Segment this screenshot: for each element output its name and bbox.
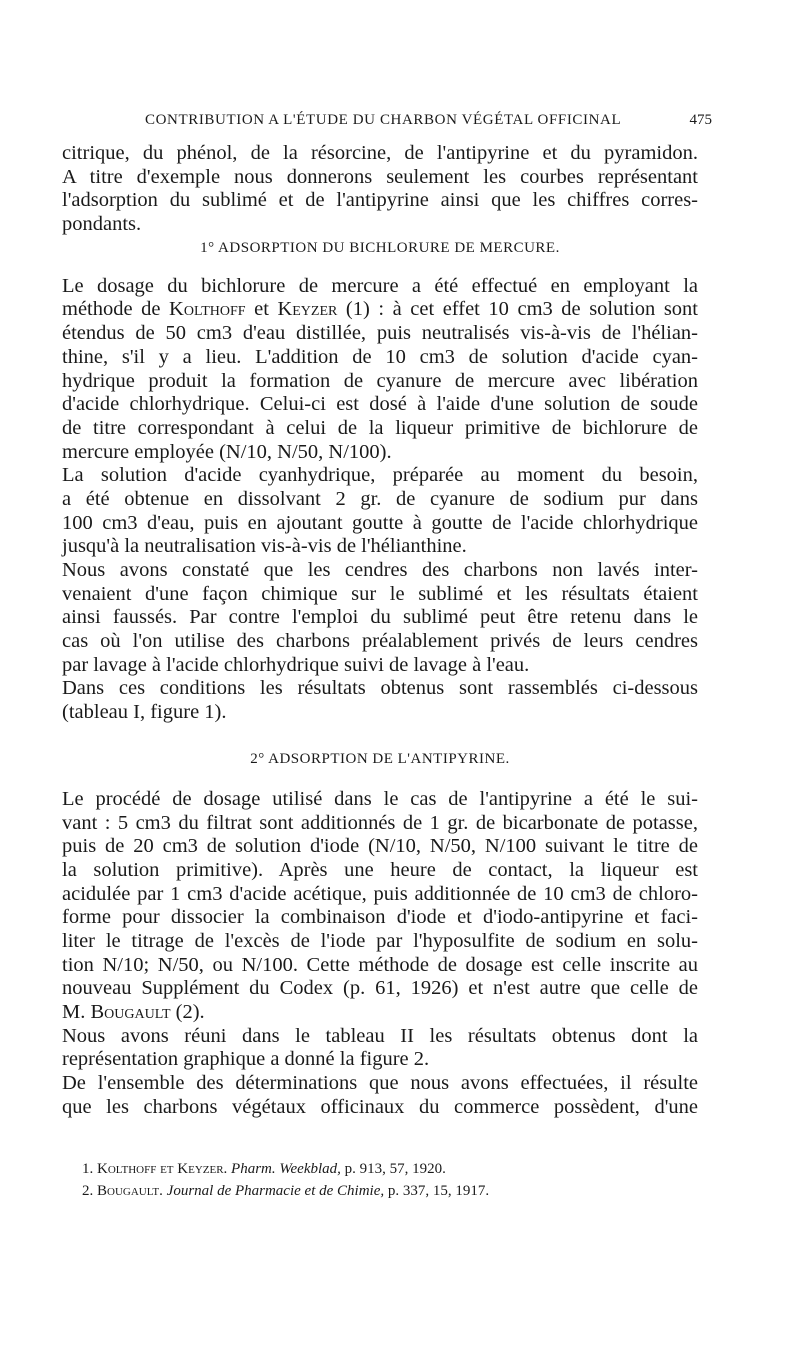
text-line: pondants.: [62, 213, 142, 236]
text-line: (tableau I, figure 1).: [62, 701, 227, 724]
page-number: 475: [689, 112, 712, 128]
footnote-ref: (2).: [175, 1001, 205, 1023]
text-line: tion N/10; N/50, ou N/100. Cette méthode de dosage est celle inscrite au: [62, 953, 698, 976]
paragraph: [62, 1072, 698, 1119]
text-line: cas où l'on utilise des charbons préalablement privés de leurs cendres: [62, 630, 698, 653]
footnote-ref: (1): [345, 298, 370, 321]
text-line: Nous avons réuni dans le tableau II les résultats obtenus dont la: [62, 1024, 698, 1047]
text-line: puis de 20 cm3 de solution d'iode (N/10, N/50, N/100 suivant le titre de: [62, 835, 698, 858]
text-line: 100 cm3 d'eau, puis en ajoutant goutte à goutte de l'acide chlorhydrique: [62, 511, 698, 534]
paragraph: [62, 275, 698, 465]
text-line: que les charbons végétaux officinaux du commerce possèdent, d'une: [62, 1095, 698, 1118]
paragraph: [62, 559, 698, 677]
footnote: [82, 1158, 682, 1180]
text-line: A titre d'exemple nous donnerons seulement les courbes représentant: [62, 165, 698, 188]
section-heading-2: 2° ADSORPTION DE L'ANTIPYRINE.: [250, 750, 510, 767]
footnote-number: 1.: [82, 1161, 94, 1177]
text-line: étendus de 50 cm3 d'eau distillée, puis neutralisés vis-à-vis de l'hélian-: [62, 322, 698, 345]
text-line: [62, 298, 698, 322]
author-name: Kolthoff: [169, 298, 246, 321]
running-header: [145, 112, 712, 129]
text-line: La solution d'acide cyanhydrique, préparée au moment du besoin,: [62, 464, 698, 487]
text-line: Le procédé de dosage utilisé dans le cas de l'antipyrine a été le sui-: [62, 787, 698, 810]
text-line: citrique, du phénol, de la résorcine, de l'antipyrine et du pyramidon.: [62, 142, 698, 164]
running-title: CONTRIBUTION A L'ÉTUDE DU CHARBON VÉGÉTAL OFFICINAL: [145, 112, 622, 128]
text-line: acidulée par 1 cm3 d'acide acétique, puis additionnée de 10 cm3 de chloro-: [62, 882, 698, 905]
paragraph: [62, 1025, 698, 1072]
footnote: [82, 1180, 682, 1202]
footnote-reference: p. 337, 15, 1917.: [387, 1183, 490, 1199]
section-heading-1: 1° ADSORPTION DU BICHLORURE DE MERCURE.: [200, 239, 560, 256]
text-line: ainsi faussés. Par contre l'emploi du sublimé peut être retenu dans le: [62, 606, 698, 629]
text-run: et: [254, 298, 269, 321]
text-line: de titre correspondant à celui de la liqueur primitive de bichlorure de: [62, 416, 698, 439]
text-run: : à cet effet 10 cm3 de solution sont: [378, 298, 698, 321]
text-line: jusqu'à la neutralisation vis-à-vis de l'hélianthine.: [62, 535, 467, 558]
text-line: nouveau Supplément du Codex (p. 61, 1926) et n'est autre que celle de: [62, 977, 698, 1000]
paragraph: [62, 677, 698, 724]
paragraph: [62, 788, 698, 1025]
paragraph: [62, 464, 698, 559]
text-line: vant : 5 cm3 du filtrat sont additionnés de 1 gr. de bicarbonate de potasse,: [62, 811, 698, 834]
footnote-reference: p. 913, 57, 1920.: [344, 1161, 446, 1177]
author-name: Keyzer: [277, 298, 338, 321]
text-line: la solution primitive). Après une heure de contact, la liqueur est: [62, 858, 698, 881]
text-line: [62, 1001, 698, 1025]
text-run: M.: [62, 1001, 86, 1023]
text-line: hydrique produit la formation de cyanure de mercure avec libération: [62, 369, 698, 392]
footnote-number: 2.: [82, 1183, 94, 1199]
footnotes: [82, 1158, 682, 1202]
intro-paragraph: [62, 142, 698, 237]
footnote-journal: Pharm. Weekblad,: [231, 1161, 341, 1177]
text-line: Le dosage du bichlorure de mercure a été effectué en employant la: [62, 274, 698, 297]
text-run: méthode de: [62, 298, 161, 321]
footnote-journal: Journal de Pharmacie et de Chimie,: [166, 1183, 385, 1199]
author-name: Bougault: [90, 1001, 171, 1023]
text-line: venaient d'une façon chimique sur le sublimé et les résultats étaient: [62, 582, 698, 605]
text-line: De l'ensemble des déterminations que nous avons effectuées, il résulte: [62, 1072, 698, 1095]
text-line: thine, s'il y a lieu. L'addition de 10 cm3 de solution d'acide cyan-: [62, 345, 698, 368]
text-line: mercure employée (N/10, N/50, N/100).: [62, 440, 392, 463]
footnote-authors: Bougault.: [97, 1183, 163, 1199]
text-line: forme pour dissocier la combinaison d'iode et d'iodo-antipyrine et faci-: [62, 906, 698, 929]
text-line: Dans ces conditions les résultats obtenus sont rassemblés ci-dessous: [62, 677, 698, 700]
text-line: a été obtenue en dissolvant 2 gr. de cyanure de sodium pur dans: [62, 487, 698, 510]
text-line: l'adsorption du sublimé et de l'antipyrine ainsi que les chiffres corres-: [62, 189, 698, 212]
text-line: liter le titrage de l'excès de l'iode par l'hyposulfite de sodium en solu-: [62, 929, 698, 952]
page-body: [62, 142, 698, 1119]
text-line: d'acide chlorhydrique. Celui-ci est dosé à l'aide d'une solution de soude: [62, 393, 698, 416]
text-line: par lavage à l'acide chlorhydrique suivi de lavage à l'eau.: [62, 653, 530, 676]
text-line: Nous avons constaté que les cendres des charbons non lavés inter-: [62, 559, 698, 581]
footnote-authors: Kolthoff et Keyzer.: [97, 1161, 228, 1177]
text-line: représentation graphique a donné la figure 2.: [62, 1048, 430, 1071]
